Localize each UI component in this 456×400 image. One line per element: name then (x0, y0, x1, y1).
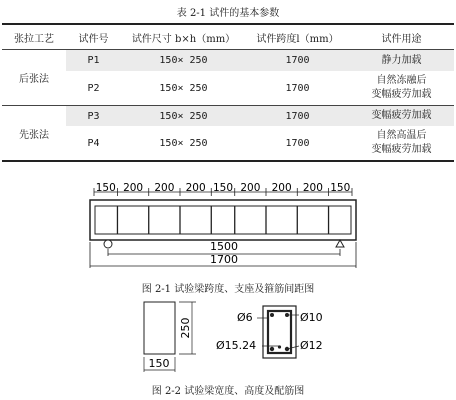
figure2-caption: 图 2-2 试验梁宽度、高度及配筋图 (151, 386, 305, 397)
header-specimen: 试件号 (66, 24, 121, 50)
spacing-label: 200 (185, 182, 206, 194)
cell-size: 150× 250 (121, 50, 246, 72)
cell-span: 1700 (246, 71, 349, 106)
cell-use-line1: 变幅疲劳加载 (371, 110, 432, 121)
bottom-bar-label: Ø12 (300, 339, 323, 352)
bottom-bar-icon (270, 347, 274, 351)
top-bar-label: Ø10 (300, 311, 323, 324)
gross-section-outline (144, 302, 175, 354)
header-size: 试件尺寸 b×h（mm） (121, 24, 246, 50)
group-label-post-tension: 后张法 (2, 50, 66, 106)
spacing-label: 150 (212, 182, 234, 194)
cell-id: P1 (66, 50, 121, 72)
spacing-label: 200 (154, 182, 175, 194)
height-label: 250 (179, 317, 192, 339)
table-caption: 表 2-1 试件的基本参数 (176, 8, 280, 19)
cell-size: 150× 250 (121, 71, 246, 106)
cell-use-line1: 自然高温后 (376, 130, 427, 141)
table-header-row (2, 24, 454, 50)
beam-elevation-figure (0, 180, 456, 272)
cell-id: P4 (66, 126, 121, 161)
parameter-table (2, 23, 454, 162)
cell-id: P3 (66, 106, 121, 127)
stirrup-label: Ø6 (237, 311, 253, 324)
beam-section-figure (0, 296, 456, 376)
table-row (2, 71, 454, 106)
figure1-caption: 图 2-1 试验梁跨度、支座及箍筋间距图 (141, 284, 315, 295)
pin-support-icon (104, 240, 112, 248)
cell-span: 1700 (246, 106, 349, 127)
table-row (2, 50, 454, 72)
cell-use-line2: 变幅疲劳加载 (371, 144, 432, 155)
header-process: 张拉工艺 (2, 24, 66, 50)
cell-size: 150× 250 (121, 106, 246, 127)
cell-size: 150× 250 (121, 126, 246, 161)
group-label-pre-tension: 先张法 (2, 106, 66, 162)
spacing-label: 200 (240, 182, 261, 194)
spacing-label: 150 (330, 182, 351, 194)
cell-span: 1700 (246, 126, 349, 161)
table-row (2, 126, 454, 161)
header-span: 试件跨度l（mm） (246, 24, 349, 50)
roller-support-icon (336, 240, 344, 247)
cell-use-line1: 自然冻融后 (376, 75, 427, 86)
spacing-label: 200 (271, 182, 292, 194)
header-use: 试件用途 (349, 24, 454, 50)
cell-use-line1: 静力加载 (381, 54, 422, 66)
cell-id: P2 (66, 71, 121, 106)
width-label: 150 (148, 357, 170, 370)
strand-label: Ø15.24 (216, 339, 257, 352)
cell-use (349, 50, 454, 72)
top-bar-icon (270, 313, 274, 317)
cell-use (349, 106, 454, 127)
cell-use (349, 126, 454, 161)
spacing-label: 200 (302, 182, 323, 194)
spacing-label: 200 (123, 182, 144, 194)
table-row (2, 106, 454, 127)
cell-use (349, 71, 454, 106)
dimension-label-1500: 1500 (210, 240, 238, 253)
cell-span: 1700 (246, 50, 349, 72)
dimension-label-1700: 1700 (210, 253, 238, 266)
spacing-label: 150 (95, 182, 116, 194)
cell-use-line2: 变幅疲劳加载 (371, 89, 432, 100)
